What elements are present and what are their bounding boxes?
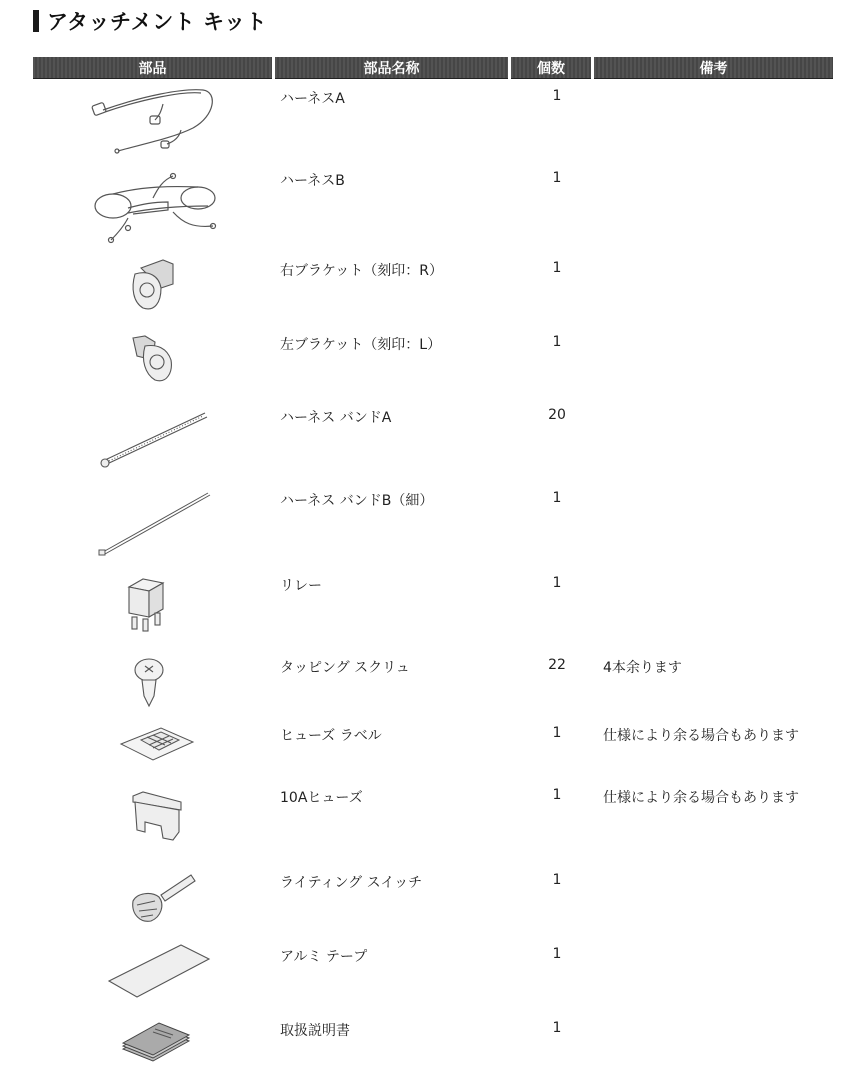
- part-name: ハーネスA: [280, 91, 345, 107]
- table-row: [33, 168, 833, 248]
- part-remarks: 仕様により余る場合もあります: [603, 728, 799, 744]
- fuse-label-icon: [33, 724, 273, 774]
- part-name: 取扱説明書: [280, 1023, 350, 1039]
- part-name: 右ブラケット（刻印：R）: [280, 263, 444, 279]
- bracket-icon: [33, 332, 273, 392]
- part-remarks: 4本余ります: [603, 660, 682, 676]
- table-row: [33, 488, 833, 568]
- part-name: ハーネス バンドA: [280, 410, 392, 426]
- part-quantity: 1: [552, 787, 562, 803]
- header-part: 部品: [33, 57, 272, 79]
- table-row: [33, 945, 833, 1017]
- table-row: [33, 258, 833, 328]
- part-name: ライティング スイッチ: [280, 875, 423, 891]
- part-quantity: 1: [552, 725, 562, 741]
- table-header: [33, 57, 833, 78]
- fuse-icon: [33, 786, 273, 856]
- table-row: [33, 1019, 833, 1089]
- part-quantity: 1: [552, 946, 562, 962]
- part-quantity: 1: [552, 490, 562, 506]
- part-quantity: 1: [552, 872, 562, 888]
- part-name: ハーネス バンドB（細）: [280, 493, 434, 509]
- part-name: ハーネスB: [280, 173, 345, 189]
- part-name: 10Aヒューズ: [280, 790, 363, 806]
- cable-tie-icon: [33, 488, 273, 558]
- table-row: [33, 786, 833, 870]
- table-row: [33, 656, 833, 720]
- table-row: [33, 332, 833, 402]
- part-name: リレー: [280, 578, 322, 594]
- bracket-icon: [33, 258, 273, 318]
- header-remarks: 備考: [594, 57, 833, 79]
- part-quantity: 1: [552, 575, 562, 591]
- part-name: タッピング スクリュ: [280, 660, 410, 676]
- table-row: [33, 86, 833, 166]
- part-remarks: 仕様により余る場合もあります: [603, 790, 799, 806]
- cable-tie-icon: [33, 405, 273, 475]
- table-row: [33, 405, 833, 485]
- title-text: アタッチメント キット: [47, 10, 268, 34]
- part-name: アルミ テープ: [280, 949, 368, 965]
- wire-harness-icon: [33, 86, 273, 161]
- table-row: [33, 871, 833, 943]
- header-quantity: 個数: [511, 57, 591, 79]
- part-quantity: 1: [552, 170, 562, 186]
- part-quantity: 1: [552, 260, 562, 276]
- part-quantity: 1: [552, 1020, 562, 1036]
- header-part-name: 部品名称: [275, 57, 508, 79]
- lighting-switch-icon: [33, 871, 273, 931]
- relay-icon: [33, 573, 273, 643]
- part-name: 左ブラケット（刻印：L）: [280, 337, 442, 353]
- title-marker: [33, 10, 39, 32]
- part-quantity: 1: [552, 88, 562, 104]
- aluminum-tape-icon: [33, 945, 273, 1005]
- table-row: [33, 724, 833, 786]
- table-row: [33, 573, 833, 655]
- part-quantity: 22: [548, 657, 566, 673]
- screw-icon: [33, 656, 273, 712]
- page-title: [33, 7, 267, 35]
- wire-harness-icon: [33, 168, 273, 248]
- part-name: ヒューズ ラベル: [280, 728, 382, 744]
- part-quantity: 1: [552, 334, 562, 350]
- part-quantity: 20: [548, 407, 566, 423]
- manual-booklet-icon: [33, 1019, 273, 1067]
